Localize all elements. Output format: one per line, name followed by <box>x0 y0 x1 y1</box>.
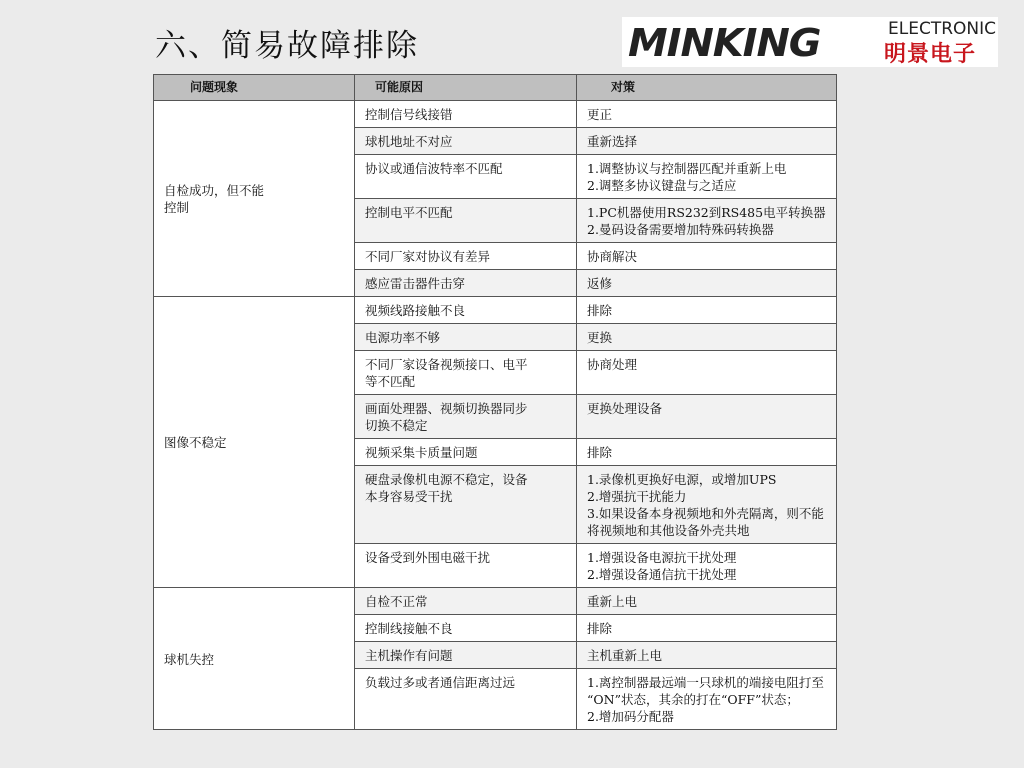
fix-cell: 主机重新上电 <box>577 642 837 669</box>
cause-cell: 负载过多或者通信距离过远 <box>355 669 577 730</box>
cause-cell: 画面处理器、视频切换器同步 切换不稳定 <box>355 395 577 439</box>
table-row <box>154 101 837 128</box>
table-row <box>154 588 837 615</box>
header-symptom: 问题现象 <box>154 75 355 101</box>
cause-cell: 视频采集卡质量问题 <box>355 439 577 466</box>
header-cause: 可能原因 <box>355 75 577 101</box>
fix-cell: 排除 <box>577 297 837 324</box>
cause-cell: 主机操作有问题 <box>355 642 577 669</box>
fix-cell: 1.录像机更换好电源，或增加UPS 2.增强抗干扰能力 3.如果设备本身视频地和外壳隔离，则不能 将视频地和其他设备外壳共地 <box>577 466 837 544</box>
cause-cell: 感应雷击器件击穿 <box>355 270 577 297</box>
cause-cell: 硬盘录像机电源不稳定，设备 本身容易受干扰 <box>355 466 577 544</box>
cause-cell: 球机地址不对应 <box>355 128 577 155</box>
fix-cell: 1.调整协议与控制器匹配并重新上电 2.调整多协议键盘与之适应 <box>577 155 837 199</box>
symptom-cell: 自检成功，但不能 控制 <box>154 101 355 297</box>
logo-chinese-text: 明景电子 <box>884 42 977 67</box>
cause-cell: 控制线接触不良 <box>355 615 577 642</box>
fix-cell: 协商处理 <box>577 351 837 395</box>
cause-cell: 不同厂家对协议有差异 <box>355 243 577 270</box>
logo-brand-text: MINKING <box>628 21 821 65</box>
fix-cell: 排除 <box>577 615 837 642</box>
table-body <box>154 101 837 730</box>
fix-cell: 重新选择 <box>577 128 837 155</box>
cause-cell: 视频线路接触不良 <box>355 297 577 324</box>
company-logo <box>622 17 998 67</box>
fix-cell: 排除 <box>577 439 837 466</box>
table-row <box>154 297 837 324</box>
fix-cell: 更换处理设备 <box>577 395 837 439</box>
fix-cell: 1.离控制器最远端一只球机的端接电阻打至 “ON”状态，其余的打在“OFF”状态； 2.增加码分配器 <box>577 669 837 730</box>
fix-cell: 协商解决 <box>577 243 837 270</box>
cause-cell: 协议或通信波特率不匹配 <box>355 155 577 199</box>
table-header-row <box>154 75 837 101</box>
cause-cell: 控制电平不匹配 <box>355 199 577 243</box>
fix-cell: 返修 <box>577 270 837 297</box>
logo-electronic-text: ELECTRONIC <box>888 19 997 39</box>
fix-cell: 重新上电 <box>577 588 837 615</box>
page-title: 六、简易故障排除 <box>155 28 419 64</box>
cause-cell: 不同厂家设备视频接口、电平 等不匹配 <box>355 351 577 395</box>
symptom-cell: 球机失控 <box>154 588 355 730</box>
fix-cell: 更换 <box>577 324 837 351</box>
cause-cell: 设备受到外围电磁干扰 <box>355 544 577 588</box>
header-fix: 对策 <box>577 75 837 101</box>
fix-cell: 1.增强设备电源抗干扰处理 2.增强设备通信抗干扰处理 <box>577 544 837 588</box>
cause-cell: 控制信号线接错 <box>355 101 577 128</box>
symptom-cell: 图像不稳定 <box>154 297 355 588</box>
cause-cell: 电源功率不够 <box>355 324 577 351</box>
cause-cell: 自检不正常 <box>355 588 577 615</box>
fix-cell: 更正 <box>577 101 837 128</box>
fix-cell: 1.PC机器使用RS232到RS485电平转换器 2.曼码设备需要增加特殊码转换器 <box>577 199 837 243</box>
troubleshooting-table <box>153 74 837 730</box>
